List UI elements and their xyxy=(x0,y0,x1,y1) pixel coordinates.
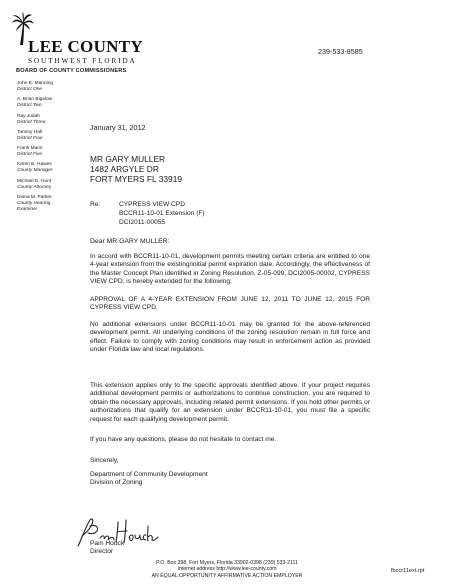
official-role: County Manager xyxy=(17,168,53,174)
recipient-address xyxy=(90,154,182,184)
official-role: District Two xyxy=(17,103,42,109)
re-label: Re: xyxy=(90,201,101,208)
signer-name: Pam Houck xyxy=(90,540,125,547)
body-paragraph: No additional extensions under BCCR11-10-01 may be granted for the above-referenced development permit. All underlying conditions of the zoning resolution remain in full force and effect. Failure to comply with zoning conditions may result in enforcement action as provided under Florida law and local regulations. xyxy=(90,321,370,354)
official-entry xyxy=(17,146,81,158)
official-name: A. Brian Bigelow xyxy=(17,97,53,103)
official-entry xyxy=(17,114,81,126)
official-name: Frank Mann xyxy=(17,146,43,152)
board-heading: BOARD OF COUNTY COMMISSIONERS xyxy=(16,68,127,74)
recipient-name: MR GARY MULLER xyxy=(90,154,166,164)
recipient-street: 1482 ARGYLE DR xyxy=(90,164,159,174)
official-role: County Hearing Examiner xyxy=(17,201,51,213)
official-entry xyxy=(17,130,81,142)
official-name: Tammy Hall xyxy=(17,129,43,135)
officials-list xyxy=(17,81,81,213)
footer-eeo-statement: AN EQUAL OPPORTUNITY AFFIRMATIVE ACTION EMPLOYER xyxy=(151,572,303,579)
footer-address: P.O. Box 398, Fort Myers, Florida 33902-0398 (239) 533-2111 xyxy=(156,560,298,566)
approval-paragraph: APPROVAL OF A 4-YEAR EXTENSION FROM JUNE 12, 2011 TO JUNE 12, 2015 FOR CYPRESS VIEW CPD. xyxy=(90,296,370,312)
official-entry xyxy=(17,162,81,174)
re-resolution: BCCR11-10-01 Extension (F) xyxy=(119,210,205,218)
salutation: Dear MR GARY MULLER: xyxy=(90,238,170,245)
division-name: Division of Zoning xyxy=(90,479,143,487)
official-name: Diana M. Parker xyxy=(17,195,52,201)
official-role: District Five xyxy=(17,152,43,158)
official-role: District One xyxy=(17,87,43,92)
official-name: John E. Manning xyxy=(17,81,54,86)
official-role: District Three xyxy=(17,119,46,125)
official-entry xyxy=(17,81,81,93)
body-paragraph: This extension applies only to the specific approvals identified above. If your project requires additional development permits or authorizations to continue construction, you are required to obtain the necessary approvals, including related permit extensions. If you hold other permits or authorizations that qualify for an extension under BCCR11-10-01, you must file a specific request for each qualifying development permit. xyxy=(90,382,370,423)
official-name: Ray Judah xyxy=(17,113,40,119)
recipient-city: FORT MYERS FL 33919 xyxy=(90,174,183,184)
body-paragraph: If you have any questions, please do not hesitate to contact me. xyxy=(90,436,277,443)
file-reference: fbccr11ext.rpt xyxy=(391,568,425,574)
official-entry xyxy=(17,97,81,109)
department-name: Department of Community Development xyxy=(90,471,208,478)
official-name: Karen B. Hawes xyxy=(17,162,52,168)
official-entry xyxy=(17,179,81,191)
county-name: LEE COUNTY xyxy=(28,37,143,56)
re-case-number: DCI2011-00055 xyxy=(119,219,166,227)
letter-date: January 31, 2012 xyxy=(90,123,146,132)
re-project: CYPRESS VIEW CPD xyxy=(119,201,185,208)
closing: Sincerely, xyxy=(90,457,119,464)
re-block xyxy=(119,200,205,228)
phone-number: 239-533-8585 xyxy=(318,47,363,56)
signer-title: Director xyxy=(90,548,114,555)
official-role: District Four xyxy=(17,135,43,141)
official-entry xyxy=(17,195,81,213)
footer-website: Internet address http://www.lee-county.com xyxy=(177,566,277,573)
footer xyxy=(0,560,454,579)
official-name: Michael D. Hunt xyxy=(17,178,52,184)
official-role: County Attorney xyxy=(17,184,52,190)
county-subtitle: SOUTHWEST FLORIDA xyxy=(28,57,137,65)
body-paragraph: In accord with BCCR11-10-01, development permits meeting certain criteria are entitled to one 4-year extension from the existing/initial permit expiration date. Accordingly, the effectiveness of the Master Concept Plan identified in Zoning Resolution, Z-05-099, DCI2005-00002, CYPRESS VIEW CPD, is hereby extended for the following: xyxy=(90,253,370,286)
